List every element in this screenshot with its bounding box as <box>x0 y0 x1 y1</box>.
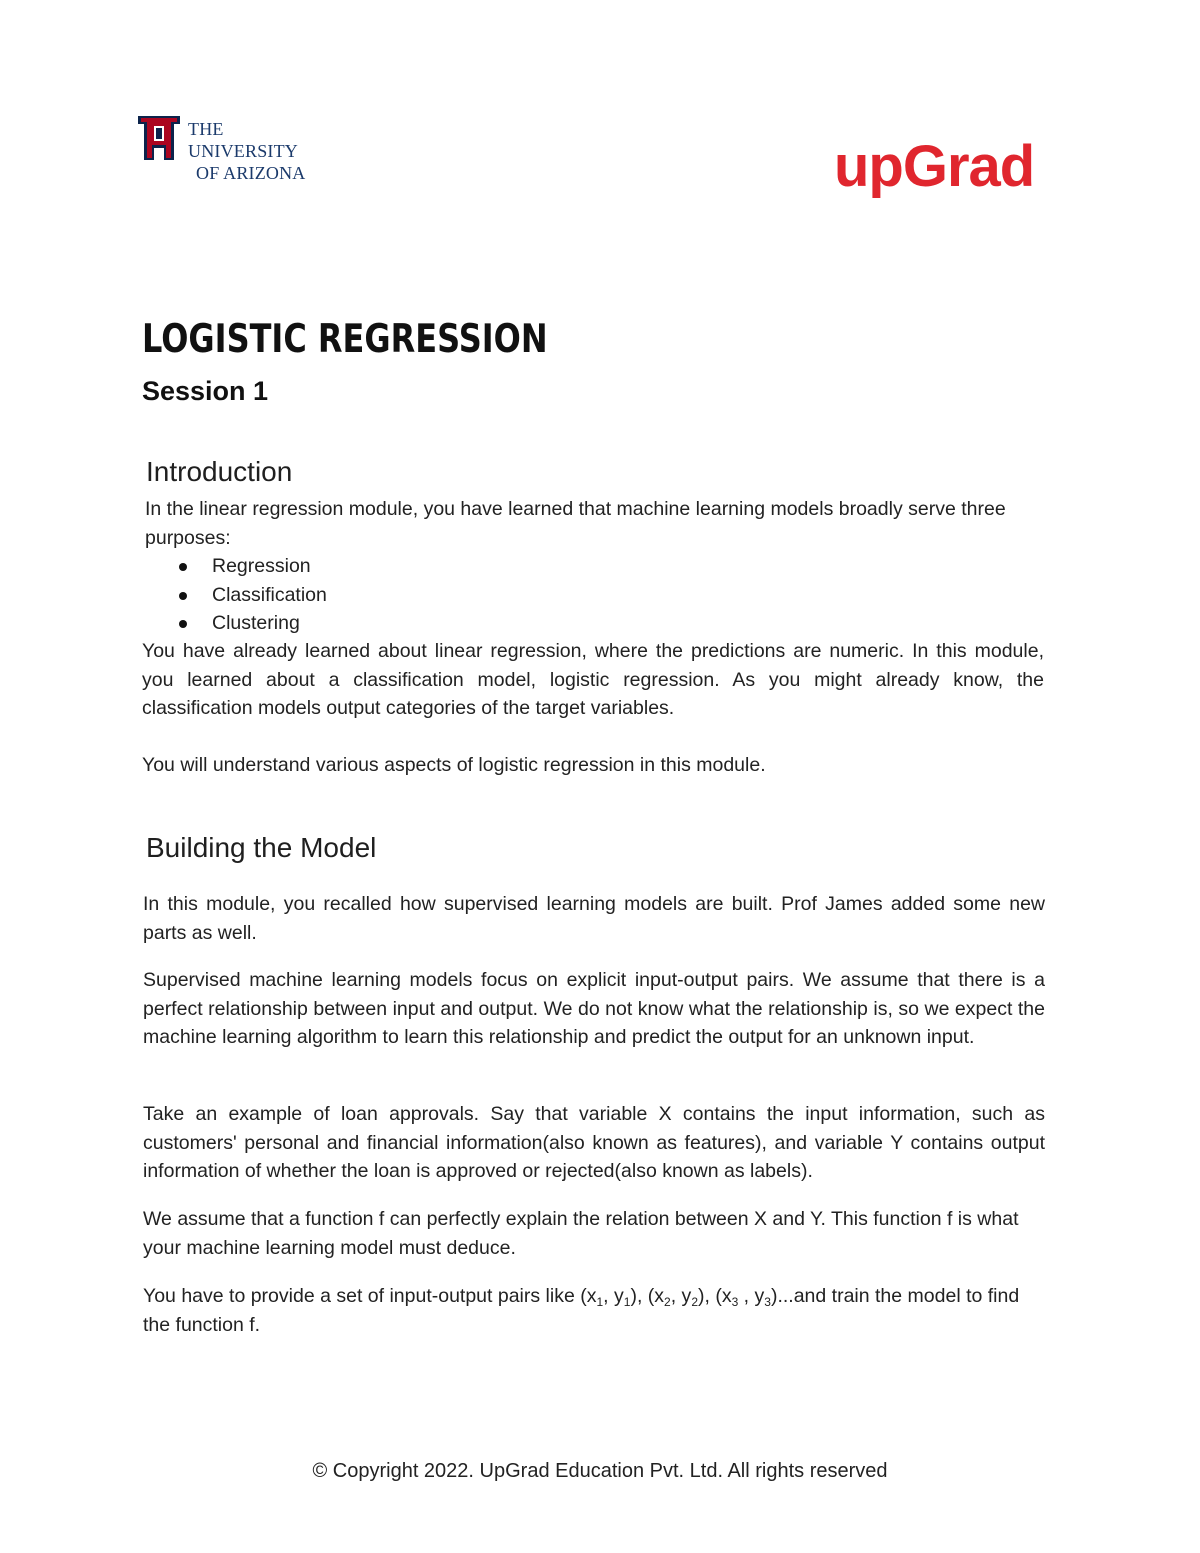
copyright-footer: © Copyright 2022. UpGrad Education Pvt. Ltd. All rights reserved <box>312 1460 888 1482</box>
introduction-paragraph-3: You will understand various aspects of logistic regression in this module. <box>142 754 766 776</box>
building-model-heading: Building the Model <box>146 832 377 863</box>
building-paragraph-4: We assume that a function f can perfectly explain the relation between X and Y. This function f is what your machine learning model must deduce. <box>143 1208 1019 1259</box>
introduction-paragraph-2: You have already learned about linear regression, where the predictions are numeric. In this module, you learned about a classification model, logistic regression. As you might already know, the classification models output categories of the target variables. <box>142 640 1044 719</box>
building-paragraph-2: Supervised machine learning models focus on explicit input-output pairs. We assume that there is a perfect relationship between input and output. We do not know what the relationship is, so we expect the machine learning algorithm to learn this relationship and predict the output for an unknown input. <box>143 969 1045 1048</box>
arizona-a-logo-icon <box>134 114 184 162</box>
session-label: Session 1 <box>142 376 269 406</box>
document-title: LOGISTIC REGRESSION <box>142 317 548 362</box>
introduction-heading: Introduction <box>146 456 293 487</box>
university-wordmark <box>188 118 334 184</box>
university-of-arizona-logo <box>134 114 334 183</box>
building-paragraph-3: Take an example of loan approvals. Say that variable X contains the input information, such as customers' personal and financial information(also known as features), and variable Y contains output information of whether the loan is approved or rejected(also known as labels). <box>143 1103 1045 1182</box>
list-item: Clustering <box>176 609 327 638</box>
university-name-line2: OF ARIZONA <box>196 163 306 183</box>
list-item: Classification <box>176 581 327 610</box>
introduction-paragraph-1: In the linear regression module, you have learned that machine learning models broadly serve three purposes: <box>145 498 1006 549</box>
purpose-list <box>176 552 327 638</box>
building-paragraph-5: You have to provide a set of input-output pairs like ($x_1$, $y_1$), ($x_2$, $y_2$), ($x_3$ , $y_3)...and$ train the model to find the function f. <box>143 1285 1020 1336</box>
list-item: Regression <box>176 552 327 581</box>
building-paragraph-1: In this module, you recalled how supervised learning models are built. Prof James added some new parts as well. <box>143 893 1045 944</box>
university-name-line1: THE UNIVERSITY <box>188 119 298 161</box>
upgrad-logo: upGrad <box>834 134 1035 199</box>
